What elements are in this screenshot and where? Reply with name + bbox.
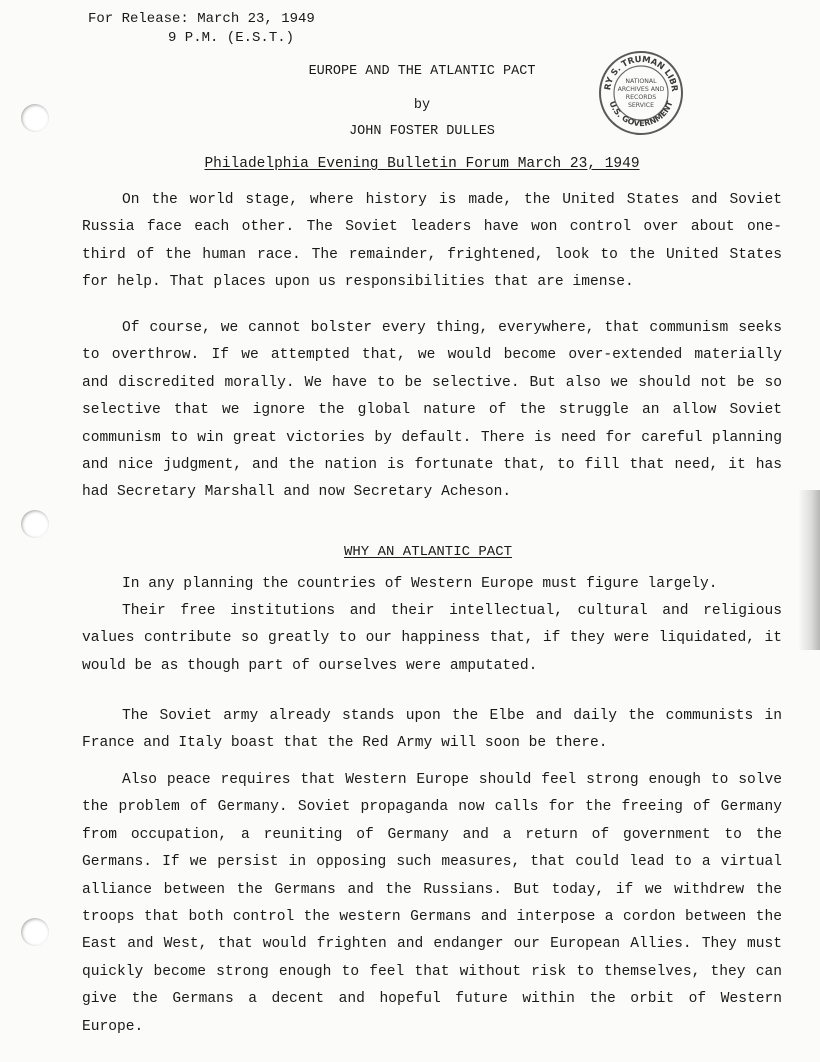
punch-hole bbox=[21, 918, 49, 946]
release-notice bbox=[88, 10, 315, 48]
svg-text:HARRY S. TRUMAN LIBRARY: RY S. TRUMAN LIBR bbox=[603, 54, 680, 93]
paper-edge-shadow bbox=[798, 490, 820, 650]
release-time: 9 P.M. (E.S.T.) bbox=[168, 30, 295, 46]
paragraph: Their free institutions and their intellectual, cultural and religious values contribute so greatly to our happiness that, if they were liquidated, it would be as though part of ourselves were amputated. bbox=[82, 603, 782, 674]
paragraph: Of course, we cannot bolster every thing, everywhere, that communism seeks to overthrow. If we attempted that, we would become over-extended materially and discredited morally. We have to be selective. But also we should not be so selective that we ignore the global nature of the struggle an allow Soviet communism to win great victories by default. There is need for careful planning and nice judgment, and the nation is fortunate that, to fill that need, it has had Secretary Marshall and now Secretary Acheson. bbox=[82, 320, 782, 501]
section-heading bbox=[0, 544, 820, 560]
byline-by: by bbox=[413, 98, 431, 113]
document-subtitle bbox=[0, 156, 820, 172]
svg-text:NATIONAL: NATIONAL bbox=[625, 78, 657, 85]
svg-text:U.S. GOVERNMENT: U.S. GOVERNMENT bbox=[607, 99, 675, 129]
svg-text:SERVICE: SERVICE bbox=[627, 102, 655, 109]
svg-text:ARCHIVES AND: ARCHIVES AND bbox=[617, 86, 665, 93]
section-heading-text: WHY AN ATLANTIC PACT bbox=[343, 544, 513, 560]
paragraph: Also peace requires that Western Europe should feel strong enough to solve the problem of Germany. Soviet propaganda now calls for the freeing of Germany from occupation, a reuniting of Germany and a return of government to the Germans. If we persist in opposing such measures, that could lead to a virtual alliance between the Germans and the Russians. But today, if we withdrew the troops that both control the western Germans and interpose a cordon between the East and West, that would frighten and endanger our European Allies. They must quickly become strong enough to feel that without risk to themselves, they can give the Germans a decent and hopeful future within the orbit of Western Europe. bbox=[82, 772, 782, 1035]
paragraph: In any planning the countries of Western Europe must figure largely. bbox=[122, 576, 718, 592]
paragraph: On the world stage, where history is made, the United States and Soviet Russia face each other. The Soviet leaders have won control over about one-third of the human race. The remainder, frightened, look to the United States for help. That places upon us responsibilities that are imense. bbox=[82, 192, 782, 291]
document-title: EUROPE AND THE ATLANTIC PACT bbox=[308, 64, 536, 79]
paragraph: The Soviet army already stands upon the Elbe and daily the communists in France and Italy boast that the Red Army will soon be there. bbox=[82, 708, 782, 752]
svg-text:RECORDS: RECORDS bbox=[625, 94, 657, 101]
author-name: JOHN FOSTER DULLES bbox=[349, 124, 495, 139]
subtitle-text: Philadelphia Evening Bulletin Forum March 23, 1949 bbox=[204, 156, 640, 172]
release-date: For Release: March 23, 1949 bbox=[88, 11, 315, 27]
punch-hole bbox=[21, 510, 49, 538]
